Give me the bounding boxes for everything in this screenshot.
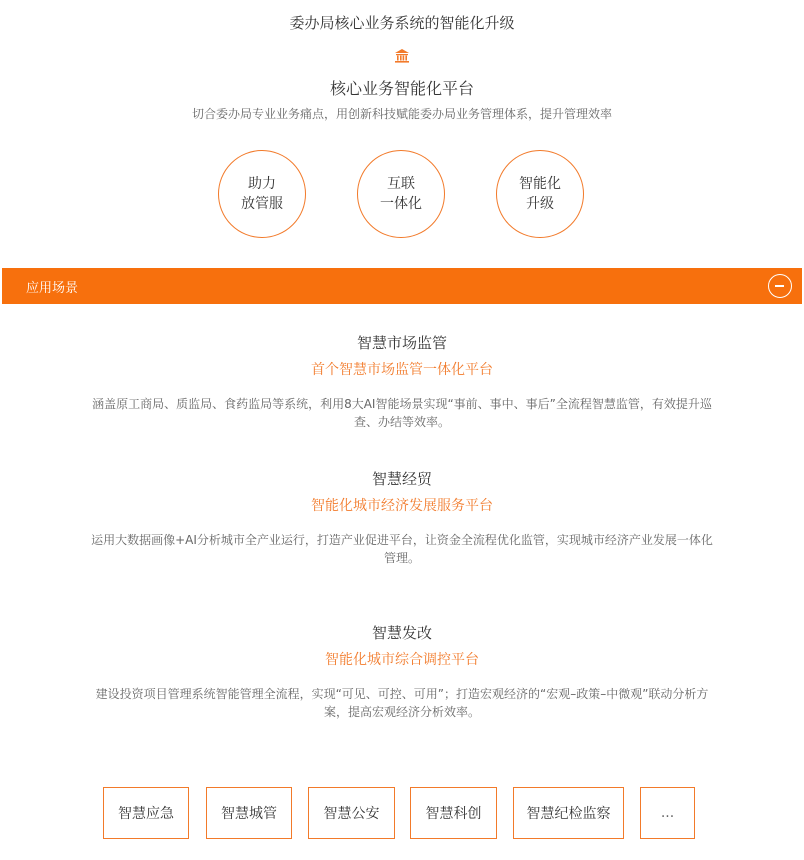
scenario-title: 智慧经贸 xyxy=(371,470,432,488)
section-bar-label: 应用场景 xyxy=(26,280,79,296)
circle-line: 放管服 xyxy=(241,196,283,212)
circle-line: 智能化 xyxy=(519,176,561,192)
scenario-title: 智慧市场监管 xyxy=(356,334,447,352)
feature-circle-zhinenghua xyxy=(496,150,584,238)
tag-emergency[interactable]: 智慧应急 xyxy=(103,787,189,839)
scenario-subtitle: 智能化城市综合调控平台 xyxy=(325,652,479,668)
circle-line: 互联 xyxy=(387,176,415,192)
tag-more[interactable]: ... xyxy=(640,787,695,839)
tag-public-security[interactable]: 智慧公安 xyxy=(308,787,395,839)
scenario-economy-trade xyxy=(0,468,804,567)
scenario-title: 智慧发改 xyxy=(371,624,432,642)
circle-line: 一体化 xyxy=(380,196,422,212)
bank-icon xyxy=(394,48,410,64)
scenario-development-reform xyxy=(0,622,804,721)
tag-discipline-inspection[interactable]: 智慧纪检监察 xyxy=(513,787,624,839)
scenario-subtitle: 智能化城市经济发展服务平台 xyxy=(311,498,493,514)
tag-sci-tech[interactable]: 智慧科创 xyxy=(410,787,497,839)
scenario-description: 涵盖原工商局、质监局、食药监局等系统，利用8大AI智能场景实现“事前、事中、事后”全流程智慧监管，有效提升巡查、办结等效率。 xyxy=(92,397,712,429)
scenario-market-supervision xyxy=(0,332,804,431)
scenario-subtitle: 首个智慧市场监管一体化平台 xyxy=(311,362,493,378)
platform-title: 核心业务智能化平台 xyxy=(329,79,474,98)
scenario-description: 运用大数据画像+AI分析城市全产业运行，打造产业促进平台，让资金全流程优化监管，实现城市经济产业发展一体化管理。 xyxy=(91,533,713,565)
platform-subtitle: 切合委办局专业业务痛点，用创新科技赋能委办局业务管理体系，提升管理效率 xyxy=(191,107,612,121)
feature-circle-hulian xyxy=(357,150,445,238)
scenario-description: 建设投资项目管理系统智能管理全流程，实现“可见、可控、可用”；打造宏观经济的“宏观–政策–中微观”联动分析方案，提高宏观经济分析效率。 xyxy=(95,687,709,719)
section-bar xyxy=(2,268,802,304)
circle-line: 升级 xyxy=(526,196,554,212)
circle-line: 助力 xyxy=(248,176,276,192)
collapse-icon[interactable] xyxy=(768,274,792,298)
page-title: 委办局核心业务系统的智能化升级 xyxy=(289,14,515,32)
tag-urban-management[interactable]: 智慧城管 xyxy=(206,787,292,839)
feature-circle-fangguanfu xyxy=(218,150,306,238)
